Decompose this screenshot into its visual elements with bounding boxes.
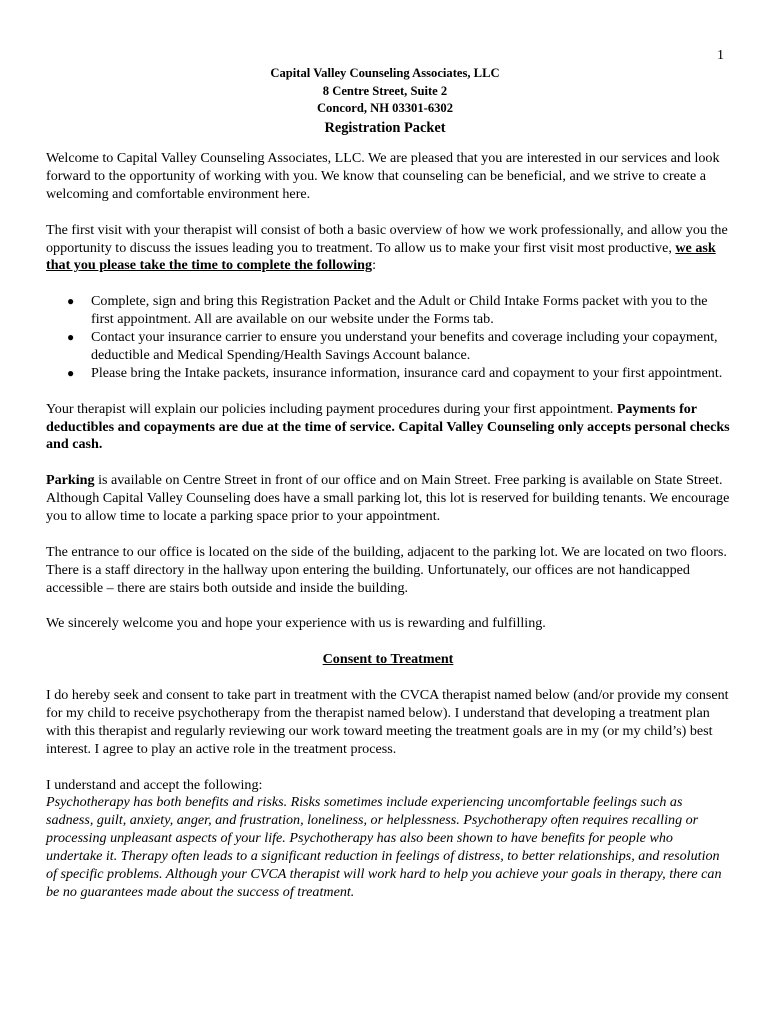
welcome-paragraph: Welcome to Capital Valley Counseling Associates, LLC. We are pleased that you are interested in our services and look forward to the opportunity of working with you. We know that counseling can be beneficial, and we strive to create a welcoming and comfortable environment here. — [46, 150, 720, 202]
consent-heading: Consent to Treatment — [322, 651, 454, 668]
bullet-icon: ● — [67, 294, 75, 309]
bullet-icon: ● — [67, 365, 75, 380]
company-city: Concord, NH 03301-6302 — [316, 101, 454, 115]
checklist-item-text: Please bring the Intake packets, insurance information, insurance card and copayment to your first appointment. — [91, 364, 723, 381]
first-visit-tail: : — [372, 257, 376, 274]
parking-text: is available on Centre Street in front of our office and on Main Street. Free parking is available on State Street. Although Capital Valley Counseling does have a small parking lot, this lot is reserved for building tenants. We encourage you to allow time to locate a parking space prior to your appointment. — [46, 472, 730, 525]
consent-risks: Psychotherapy has both benefits and risks. Risks sometimes include experiencing uncomfortable feelings such as sadness, guilt, anxiety, anger, and frustration, loneliness, or helplessness. Psychotherapy often requires recalling or processing unpleasant aspects of your life. Psychotherapy has also been shown to have benefits for people who undertake it. Therapy often leads to a significant reduction in feelings of distress, to better relationships, and resolution of specific problems. Although your CVCA therapist will work hard to help you achieve your goals in therapy, there can be no guarantees made about the success of treatment. — [46, 794, 722, 901]
first-visit-paragraph — [46, 222, 730, 276]
parking-label: Parking — [46, 472, 95, 489]
parking-paragraph — [46, 472, 730, 526]
closing-paragraph: We sincerely welcome you and hope your experience with us is rewarding and fulfilling. — [46, 615, 546, 632]
payments-bold: Payments for deductibles and copayments are due at the time of service. Capital Valley Counseling only accepts personal checks and cash. — [46, 400, 730, 453]
document-title: Registration Packet — [324, 119, 446, 136]
first-visit-text: The first visit with your therapist will consist of both a basic overview of how we work professionally, and allow you the opportunity to discuss the issues leading you to treatment. To allow us to make your first visit most productive, — [46, 221, 728, 256]
bullet-icon: ● — [67, 330, 75, 345]
checklist-item — [67, 329, 730, 365]
first-visit-emphasis: we ask that you please take the time to complete the following — [46, 239, 716, 274]
checklist-item-text: Complete, sign and bring this Registration Packet and the Adult or Child Intake Forms packet with you to the first appointment. All are available on our website under the Forms tab. — [91, 293, 708, 328]
consent-intro: I do hereby seek and consent to take part in treatment with the CVCA therapist named below (and/or provide my consent for my child to receive psychotherapy from the therapist named below). I understand that developing a treatment plan with this therapist and regularly reviewing our work toward meeting the treatment goals are in my (or my child’s) best interest. I agree to play an active role in the treatment process. — [46, 687, 729, 757]
company-street: 8 Centre Street, Suite 2 — [322, 83, 448, 98]
page-number: 1 — [717, 48, 724, 63]
payments-text: Your therapist will explain our policies including payment procedures during your first appointment. — [46, 400, 617, 417]
checklist-item — [67, 364, 730, 383]
company-name: Capital Valley Counseling Associates, LLC — [270, 66, 500, 80]
checklist-item-text: Contact your insurance carrier to ensure you understand your benefits and coverage including your copayment, deductible and Medical Spending/Health Savings Account balance. — [91, 329, 718, 363]
payments-paragraph — [46, 401, 730, 455]
consent-accept-label: I understand and accept the following: — [46, 776, 263, 793]
checklist-item — [67, 293, 730, 329]
checklist — [46, 293, 730, 383]
letterhead — [46, 65, 724, 138]
document-body — [46, 150, 730, 902]
entrance-paragraph: The entrance to our office is located on the side of the building, adjacent to the parking lot. We are located on two floors. There is a staff directory in the hallway upon entering the building. Unfortunately, our offices are not handicapped accessible – there are stairs both outside and inside the building. — [46, 543, 727, 596]
